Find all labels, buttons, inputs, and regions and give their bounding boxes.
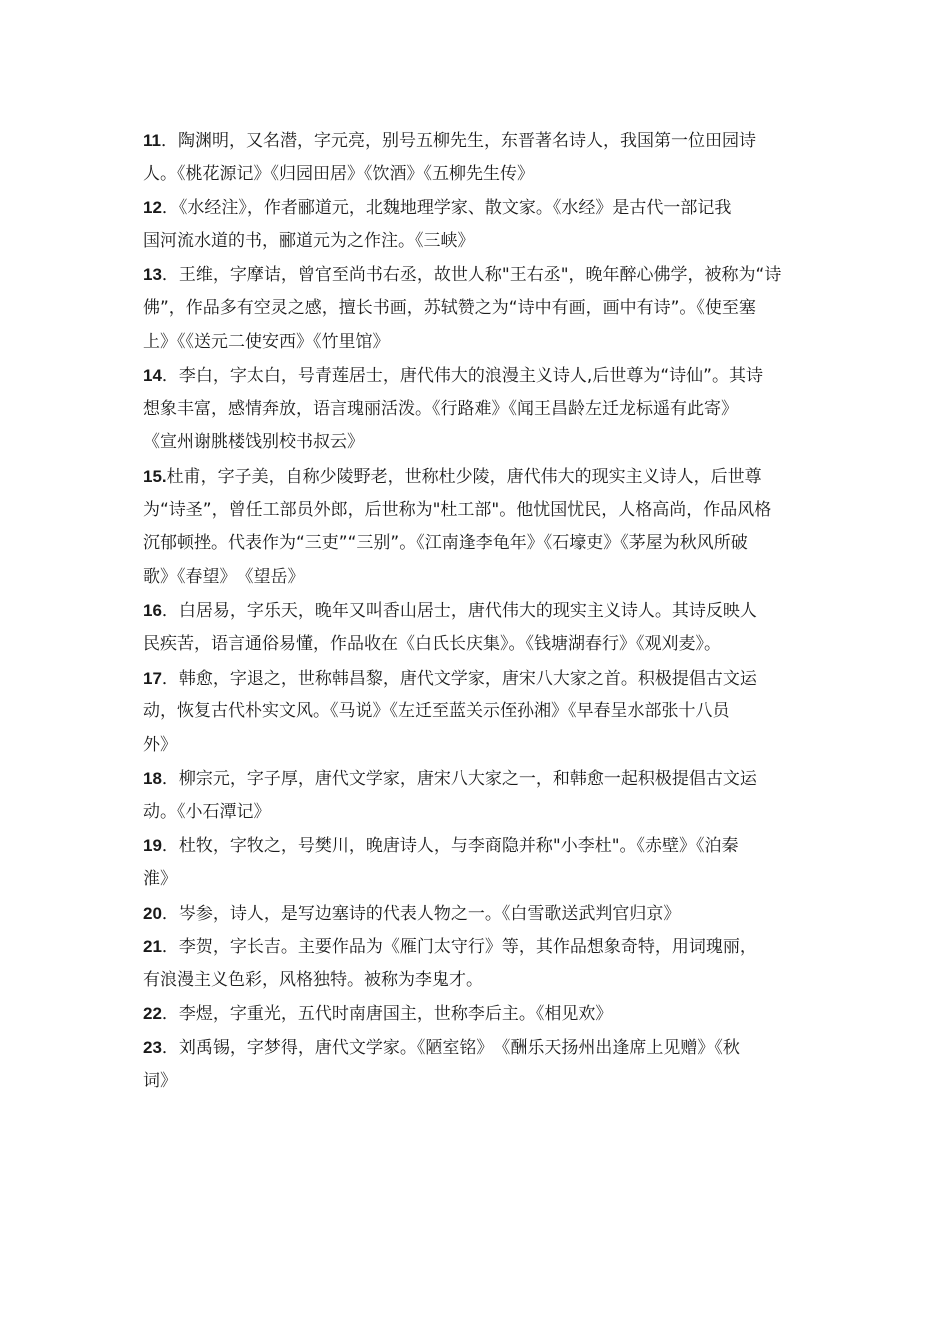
entry-line xyxy=(143,997,813,1031)
entry-13 xyxy=(143,258,813,359)
entry-line: 人。《桃花源记》《归园田居》《饮酒》《五柳先生传》 xyxy=(143,163,534,184)
entry-20 xyxy=(143,897,813,931)
entry-text: ．韩愈，字退之，世称韩昌黎，唐代文学家，唐宋八大家之首。积极提倡古文运 xyxy=(161,668,757,689)
entry-text: ．陶渊明，又名潜，字元亮，别号五柳先生，东晋著名诗人，我国第一位田园诗 xyxy=(160,131,756,151)
entry-text: ．王维，字摩诘，曾官至尚书右丞，故世人称"王右丞"，晚年醉心佛学，被称为“诗 xyxy=(161,265,782,286)
entry-text: ．柳宗元，字子厚，唐代文学家，唐宋八大家之一，和韩愈一起积极提倡古文运 xyxy=(161,769,757,790)
entry-number: 23 xyxy=(143,1038,162,1058)
entry-18 xyxy=(143,762,813,829)
entry-23 xyxy=(143,1031,813,1098)
entry-number: 13 xyxy=(143,265,162,285)
entry-line: 淮》 xyxy=(143,869,177,890)
entry-line xyxy=(143,460,813,494)
entry-number: 19 xyxy=(143,836,162,856)
entry-line: 为“诗圣”，曾任工部员外郎，后世称为"杜工部"。他忧国忧民，人格高尚，作品风格 xyxy=(143,499,772,520)
entry-line: 动，恢复古代朴实文风。《马说》《左迁至蓝关示侄孙湘》《早春呈水部张十八员 xyxy=(143,701,730,722)
entry-line xyxy=(143,930,813,964)
entry-15 xyxy=(143,460,813,594)
entry-line: 有浪漫主义色彩，风格独特。被称为李鬼才。 xyxy=(143,969,483,990)
entry-text: 杜甫，字子美，自称少陵野老，世称杜少陵，唐代伟大的现实主义诗人，后世尊 xyxy=(166,466,762,487)
entry-number: 12 xyxy=(143,198,162,218)
entry-line xyxy=(143,662,813,696)
entry-line: 动。《小石潭记》 xyxy=(143,801,271,822)
entry-number: 11 xyxy=(143,131,161,150)
entry-text: ．《水经注》，作者郦道元，北魏地理学家、散文家。《水经》是古代一部记我 xyxy=(161,198,732,219)
entry-text: ．刘禹锡，字梦得，唐代文学家。《陋室铭》 《酬乐天扬州出逢席上见赠》《秋 xyxy=(161,1038,740,1059)
entry-21 xyxy=(143,930,813,997)
entry-line: 上》《《送元二使安西》《竹里馆》 xyxy=(143,331,390,352)
entry-line: 沉郁顿挫。代表作为“三吏”“三别”。《江南逢李龟年》《石壕吏》《茅屋为秋风所破 xyxy=(143,533,748,554)
entry-text: ．白居易，字乐天，晚年又叫香山居士，唐代伟大的现实主义诗人。其诗反映人 xyxy=(161,601,757,622)
entry-14 xyxy=(143,359,813,460)
entry-text: ．杜牧，字牧之，号樊川，晚唐诗人，与李商隐并称"小李杜"。《赤壁》《泊秦 xyxy=(161,836,739,857)
entry-line xyxy=(143,258,813,292)
entry-line: 民疾苦，语言通俗易懂，作品收在《白氏长庆集》。《钱塘湖春行》《观刈麦》。 xyxy=(143,633,721,654)
entry-number: 21 xyxy=(143,937,162,957)
entry-line xyxy=(143,762,813,796)
entry-line xyxy=(143,124,813,158)
entry-line: 《宣州谢朓楼饯别校书叔云》 xyxy=(143,432,364,453)
entry-number: 17 xyxy=(143,668,162,688)
entry-number: 15. xyxy=(143,466,167,486)
entry-line: 国河流水道的书，郦道元为之作注。《三峡》 xyxy=(143,230,475,251)
entry-number: 20 xyxy=(143,903,162,923)
entry-17 xyxy=(143,662,813,763)
entry-line xyxy=(143,897,813,931)
entry-line xyxy=(143,594,813,628)
entry-11 xyxy=(143,124,813,191)
entry-line: 歌》《春望》 《望岳》 xyxy=(143,566,305,587)
entry-line xyxy=(143,359,813,393)
entry-19 xyxy=(143,829,813,896)
entry-line: 想象丰富，感情奔放，语言瑰丽活泼。《行路难》《闻王昌龄左迁龙标遥有此寄》 xyxy=(143,398,738,419)
entry-number: 18 xyxy=(143,769,162,789)
entry-number: 14 xyxy=(143,366,162,386)
entry-16 xyxy=(143,594,813,661)
entry-line: 外》 xyxy=(143,734,177,755)
entry-12 xyxy=(143,191,813,258)
entry-line xyxy=(143,191,813,225)
entry-text: ．李煜，字重光，五代时南唐国主，世称李后主。《相见欢》 xyxy=(161,1004,613,1025)
entry-line: 佛”，作品多有空灵之感，擅长书画，苏轼赞之为“诗中有画，画中有诗”。《使至塞 xyxy=(143,297,756,318)
entry-text: ．李白，字太白，号青莲居士，唐代伟大的浪漫主义诗人,后世尊为“诗仙”。其诗 xyxy=(161,366,763,387)
entry-text: ．岑参，诗人，是写边塞诗的代表人物之一。《白雪歌送武判官归京》 xyxy=(161,903,681,924)
entry-line xyxy=(143,1031,813,1065)
entry-text: ．李贺，字长吉。主要作品为《雁门太守行》等，其作品想象奇特，用词瑰丽， xyxy=(161,937,757,958)
entry-number: 22 xyxy=(143,1004,162,1024)
entry-line: 词》 xyxy=(143,1070,177,1091)
entry-22 xyxy=(143,997,813,1031)
entry-line xyxy=(143,829,813,863)
entry-number: 16 xyxy=(143,601,162,621)
author-entry-list xyxy=(143,124,813,1098)
